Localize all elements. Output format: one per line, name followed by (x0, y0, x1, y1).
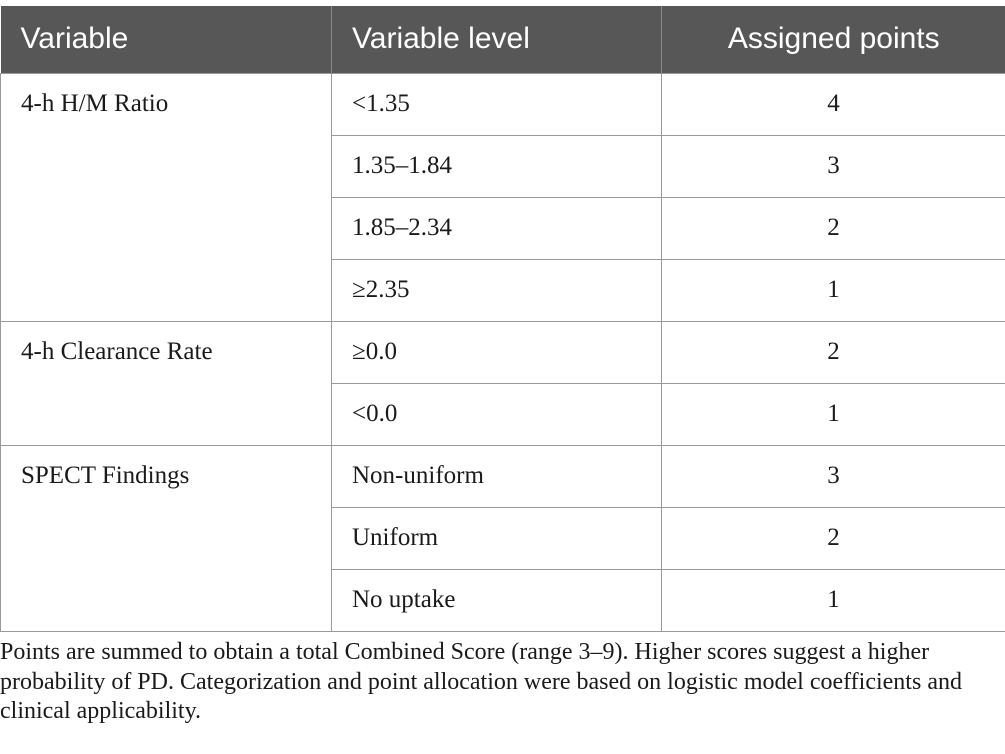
table-row (1, 73, 1005, 135)
points-cell: 1 (662, 383, 1005, 445)
level-cell: Uniform (332, 507, 662, 569)
table-footnote: Points are summed to obtain a total Combined Score (range 3–9). Higher scores suggest a higher probability of PD. Categorization and point allocation were based on logistic model coefficients and clinical applicability. (0, 639, 962, 724)
level-cell: <0.0 (332, 383, 662, 445)
variable-clearance-rate: 4-h Clearance Rate (1, 321, 332, 445)
header-variable: Variable (1, 6, 332, 73)
level-cell: <1.35 (332, 73, 662, 135)
points-cell: 2 (662, 197, 1005, 259)
points-cell: 4 (662, 73, 1005, 135)
level-cell: 1.85–2.34 (332, 197, 662, 259)
points-cell: 3 (662, 135, 1005, 197)
points-cell: 2 (662, 507, 1005, 569)
table-row (1, 321, 1005, 383)
header-row (1, 6, 1005, 73)
table-row (1, 445, 1005, 507)
table-header (1, 6, 1005, 73)
level-cell: ≥2.35 (332, 259, 662, 321)
points-cell: 1 (662, 569, 1005, 631)
variable-hm-ratio: 4-h H/M Ratio (1, 73, 332, 321)
variable-spect-findings: SPECT Findings (1, 445, 332, 631)
points-cell: 1 (662, 259, 1005, 321)
points-cell: 2 (662, 321, 1005, 383)
level-cell: No uptake (332, 569, 662, 631)
scoring-table (0, 6, 1005, 632)
level-cell: 1.35–1.84 (332, 135, 662, 197)
header-variable-level: Variable level (332, 6, 662, 73)
header-assigned-points: Assigned points (662, 6, 1005, 73)
table-body (1, 73, 1005, 631)
level-cell: Non-uniform (332, 445, 662, 507)
points-cell: 3 (662, 445, 1005, 507)
level-cell: ≥0.0 (332, 321, 662, 383)
